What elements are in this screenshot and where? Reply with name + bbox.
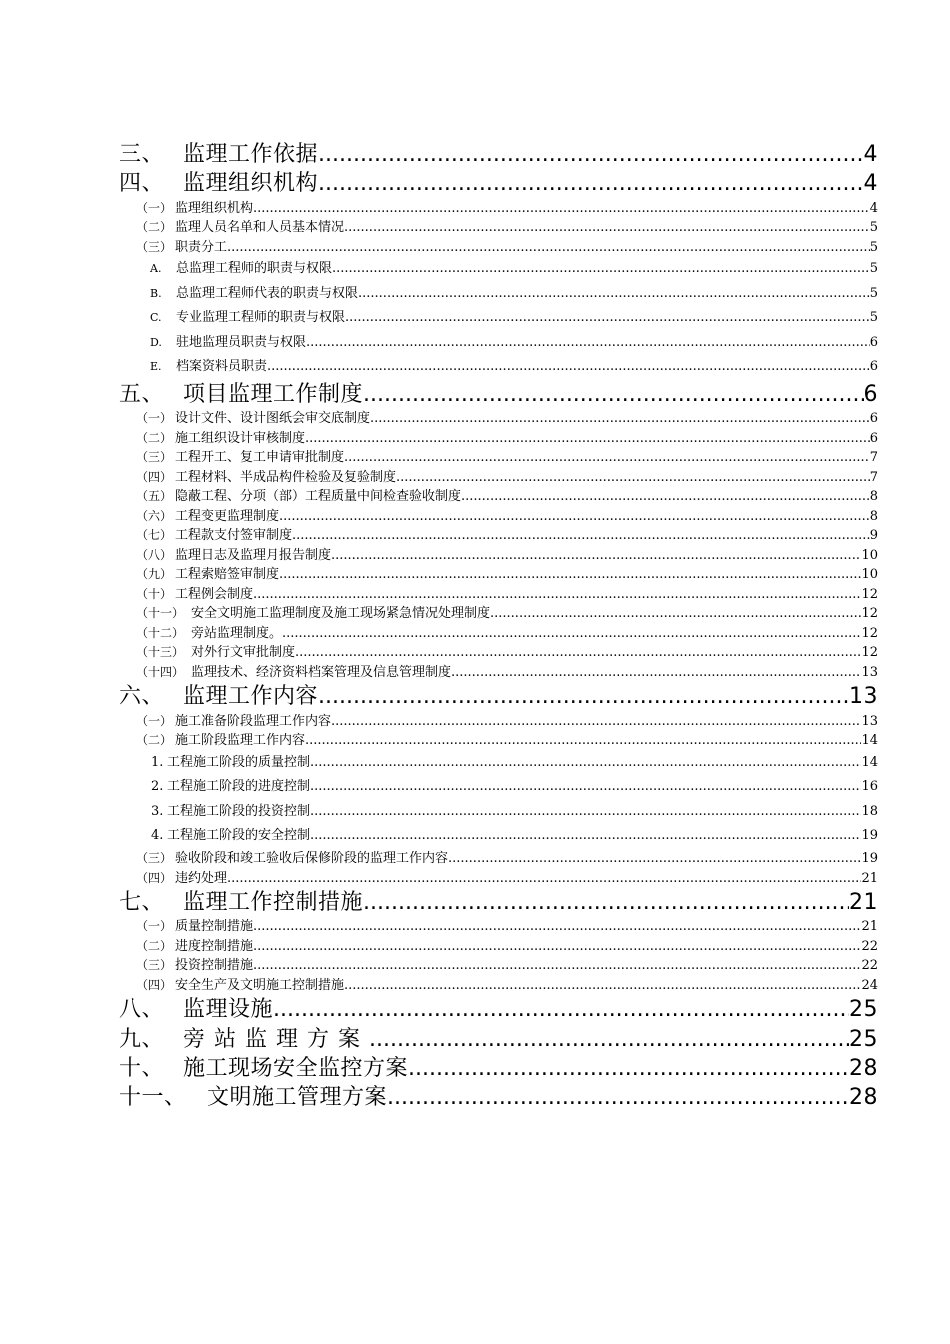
toc-entry-number: （三） — [136, 958, 173, 973]
toc-entry-number: 三、 — [119, 142, 165, 167]
toc-entry-number: 十一、 — [119, 1085, 187, 1111]
toc-entry[interactable] — [119, 751, 878, 776]
toc-entry-number: （一） — [136, 919, 173, 934]
toc-entry-page: 14 — [861, 733, 878, 749]
toc-entry[interactable] — [119, 282, 878, 307]
toc-entry-page: 14 — [861, 754, 878, 770]
toc-dot-leader — [318, 140, 863, 169]
toc-dot-leader — [227, 238, 870, 258]
toc-entry-page: 7 — [869, 469, 878, 485]
toc-entry-title: 施工现场安全监控方案 — [183, 1055, 409, 1081]
toc-entry-number: （四） — [136, 870, 173, 885]
toc-entry-title: 工程例会制度 — [175, 586, 254, 602]
toc-entry-number: （二） — [136, 938, 173, 953]
toc-entry-page: 21 — [849, 890, 878, 916]
toc-entry-number: 五、 — [119, 382, 165, 408]
toc-entry-title: 监理组织机构 — [183, 171, 319, 197]
toc-entry-page: 16 — [861, 779, 878, 795]
toc-entry-number: （二） — [136, 430, 173, 445]
toc-entry-number: 九、 — [119, 1026, 165, 1052]
toc-dot-leader — [396, 468, 870, 488]
toc-entry[interactable] — [119, 546, 878, 566]
toc-dot-leader — [292, 526, 870, 546]
toc-entry-number: （一） — [136, 713, 173, 728]
toc-entry-number: （十三） — [136, 645, 185, 660]
toc-entry-title: 监理人员名单和人员基本情况 — [175, 220, 345, 236]
toc-entry-title: 职责分工 — [175, 239, 228, 255]
toc-dot-leader — [490, 604, 861, 624]
toc-entry[interactable] — [119, 643, 878, 663]
toc-entry-title: 施工组织设计审核制度 — [175, 430, 306, 446]
toc-entry-title: 工程款支付签审制度 — [175, 528, 293, 544]
toc-entry-title: 监理设施 — [183, 997, 274, 1023]
toc-entry-number: （七） — [136, 528, 173, 543]
toc-entry-title: 工程开工、复工申请审批制度 — [175, 450, 345, 466]
toc-dot-leader — [451, 663, 861, 683]
toc-dot-leader — [331, 546, 861, 566]
toc-entry-number: （一） — [136, 411, 173, 426]
toc-entry[interactable] — [119, 257, 878, 282]
toc-entry-title: 隐蔽工程、分项（部）工程质量中间检查验收制度 — [175, 489, 462, 505]
toc-entry-number: （十一） — [136, 606, 185, 621]
toc-entry-title: 工程施工阶段的质量控制 — [167, 754, 311, 770]
toc-dot-leader — [363, 888, 849, 917]
toc-entry[interactable] — [119, 976, 878, 996]
toc-entry-number: （六） — [136, 508, 173, 523]
toc-dot-leader — [344, 448, 870, 468]
toc-dot-leader — [295, 643, 861, 663]
toc-entry-number: （一） — [136, 200, 173, 215]
toc-entry[interactable] — [119, 169, 878, 198]
toc-entry[interactable] — [119, 800, 878, 825]
toc-entry-title: 违约处理 — [175, 870, 228, 886]
toc-entry-title: 旁站监理制度。 — [191, 625, 283, 641]
toc-entry-page: 19 — [861, 851, 878, 867]
toc-entry-title: 总监理工程师的职责与权限 — [176, 261, 333, 277]
toc-entry-number: 十、 — [119, 1055, 165, 1081]
toc-entry-number: （四） — [136, 977, 173, 992]
toc-entry-page: 5 — [869, 261, 878, 277]
toc-entry-page: 19 — [861, 828, 878, 844]
toc-dot-leader — [273, 995, 849, 1024]
toc-entry-page: 13 — [861, 713, 878, 729]
toc-entry-number: 2. — [151, 779, 164, 795]
toc-dot-leader — [370, 409, 870, 429]
toc-dot-leader — [253, 956, 861, 976]
toc-entry[interactable] — [119, 604, 878, 624]
toc-entry-number: （二） — [136, 220, 173, 235]
toc-dot-leader — [344, 218, 870, 238]
toc-dot-leader — [358, 282, 870, 307]
toc-entry[interactable] — [119, 468, 878, 488]
toc-entry[interactable] — [119, 409, 878, 429]
toc-entry-title: 施工阶段监理工作内容 — [175, 733, 306, 749]
toc-dot-leader — [253, 917, 861, 937]
toc-entry-page: 6 — [869, 359, 878, 375]
toc-entry-number: （十二） — [136, 625, 185, 640]
toc-entry-page: 12 — [861, 606, 878, 622]
toc-dot-leader — [310, 800, 861, 825]
toc-entry[interactable] — [119, 663, 878, 683]
toc-entry[interactable] — [119, 956, 878, 976]
toc-entry-number: D. — [150, 335, 162, 349]
toc-dot-leader — [318, 169, 863, 198]
toc-entry-page: 7 — [869, 450, 878, 466]
toc-entry-title: 监理组织机构 — [175, 200, 254, 216]
toc-entry-page: 6 — [869, 430, 878, 446]
toc-entry-title: 监理工作内容 — [183, 684, 319, 710]
toc-entry[interactable] — [119, 1054, 878, 1083]
toc-entry[interactable] — [119, 199, 878, 219]
toc-dot-leader — [331, 712, 861, 732]
toc-entry-number: B. — [150, 286, 162, 300]
toc-entry-title: 监理技术、经济资料档案管理及信息管理制度 — [191, 664, 452, 680]
toc-dot-leader — [227, 869, 861, 889]
toc-dot-leader — [253, 585, 861, 605]
toc-entry[interactable] — [119, 1025, 878, 1054]
toc-entry[interactable] — [119, 238, 878, 258]
toc-entry[interactable] — [119, 682, 878, 711]
toc-entry-page: 6 — [863, 382, 878, 408]
toc-entry-number: E. — [150, 360, 162, 374]
toc-entry-page: 28 — [849, 1055, 878, 1081]
toc-entry-title: 旁站监理方案 — [183, 1026, 370, 1052]
toc-entry[interactable] — [119, 624, 878, 644]
toc-entry-title: 监理工作依据 — [183, 142, 319, 167]
toc-dot-leader — [369, 1025, 849, 1054]
toc-entry-title: 进度控制措施 — [175, 938, 254, 954]
toc-entry-number: （五） — [136, 489, 173, 504]
toc-dot-leader — [279, 565, 861, 585]
toc-entry[interactable] — [119, 140, 878, 169]
toc-entry-title: 档案资料员职责 — [176, 359, 268, 375]
toc-entry-page: 10 — [861, 567, 878, 583]
toc-entry-number: （十四） — [136, 664, 185, 679]
toc-dot-leader — [345, 306, 870, 331]
toc-entry-page: 8 — [869, 489, 878, 505]
toc-entry-title: 项目监理工作制度 — [183, 382, 364, 408]
toc-entry-number: 四、 — [119, 171, 165, 197]
toc-entry[interactable] — [119, 775, 878, 800]
toc-entry[interactable] — [119, 429, 878, 449]
toc-entry-title: 安全文明施工监理制度及施工现场紧急情况处理制度 — [191, 606, 491, 622]
toc-entry[interactable] — [119, 888, 878, 917]
toc-entry-number: C. — [150, 311, 162, 325]
toc-entry-page: 24 — [861, 977, 878, 993]
toc-entry[interactable] — [119, 585, 878, 605]
toc-entry-title: 工程材料、半成品构件检验及复验制度 — [175, 469, 397, 485]
toc-entry-page: 5 — [869, 310, 878, 326]
toc-dot-leader — [253, 937, 861, 957]
toc-dot-leader — [461, 487, 870, 507]
toc-entry-title: 专业监理工程师的职责与权限 — [176, 310, 346, 326]
toc-dot-leader — [363, 380, 863, 409]
toc-entry-number: （四） — [136, 469, 173, 484]
toc-entry-title: 施工准备阶段监理工作内容 — [175, 713, 332, 729]
toc-dot-leader — [310, 751, 861, 776]
toc-entry-number: 八、 — [119, 997, 165, 1023]
toc-entry-page: 12 — [861, 586, 878, 602]
toc-entry-page: 28 — [849, 1085, 878, 1111]
toc-entry-page: 18 — [861, 803, 878, 819]
toc-entry-page: 21 — [861, 919, 878, 935]
toc-entry-title: 设计文件、设计图纸会审交底制度 — [175, 411, 371, 427]
toc-entry-title: 工程施工阶段的安全控制 — [167, 828, 311, 844]
toc-entry[interactable] — [119, 995, 878, 1024]
toc-entry-title: 对外行文审批制度 — [191, 645, 296, 661]
toc-dot-leader — [305, 731, 861, 751]
toc-entry-page: 5 — [869, 220, 878, 236]
toc-entry-title: 工程变更监理制度 — [175, 508, 280, 524]
toc-entry-title: 工程施工阶段的进度控制 — [167, 779, 311, 795]
toc-entry-number: （十） — [136, 586, 173, 601]
toc-dot-leader — [279, 507, 870, 527]
toc-entry-title: 安全生产及文明施工控制措施 — [175, 977, 345, 993]
toc-entry-page: 21 — [861, 870, 878, 886]
toc-entry[interactable] — [119, 380, 878, 409]
toc-entry-page: 13 — [861, 664, 878, 680]
toc-entry-page: 22 — [861, 958, 878, 974]
toc-dot-leader — [387, 1083, 849, 1112]
toc-dot-leader — [253, 199, 870, 219]
toc-dot-leader — [310, 824, 861, 849]
toc-entry-number: 4. — [151, 828, 164, 844]
toc-entry-page: 22 — [861, 938, 878, 954]
toc-entry-page: 6 — [869, 334, 878, 350]
toc-entry-page: 5 — [869, 239, 878, 255]
toc-dot-leader — [305, 429, 870, 449]
toc-entry-page: 6 — [869, 411, 878, 427]
toc-entry-title: 监理日志及监理月报告制度 — [175, 547, 332, 563]
toc-entry-number: （九） — [136, 567, 173, 582]
toc-entry-page: 25 — [849, 997, 878, 1023]
toc-entry-page: 10 — [861, 547, 878, 563]
toc-entry-page: 12 — [861, 645, 878, 661]
toc-entry-number: 六、 — [119, 684, 165, 710]
toc-entry-number: 七、 — [119, 890, 165, 916]
toc-entry-title: 总监理工程师代表的职责与权限 — [176, 285, 359, 301]
toc-entry[interactable] — [119, 849, 878, 869]
toc-dot-leader — [306, 331, 870, 356]
toc-entry-page: 4 — [869, 200, 878, 216]
toc-dot-leader — [332, 257, 870, 282]
toc-dot-leader — [282, 624, 861, 644]
toc-entry-page: 5 — [869, 285, 878, 301]
toc-dot-leader — [344, 976, 861, 996]
toc-entry-page: 13 — [849, 684, 878, 710]
toc-entry[interactable] — [119, 917, 878, 937]
toc-entry[interactable] — [119, 565, 878, 585]
toc-entry[interactable] — [119, 712, 878, 732]
toc-entry[interactable] — [119, 824, 878, 849]
toc-entry-number: 3. — [151, 803, 164, 819]
toc-entry-title: 文明施工管理方案 — [207, 1085, 388, 1111]
toc-entry-page: 25 — [849, 1026, 878, 1052]
toc-dot-leader — [408, 1054, 849, 1083]
toc-entry-page: 9 — [869, 528, 878, 544]
toc-entry-number: 1. — [151, 754, 164, 770]
toc-entry[interactable] — [119, 218, 878, 238]
toc-entry-number: （二） — [136, 733, 173, 748]
toc-dot-leader — [310, 775, 861, 800]
toc-entry[interactable] — [119, 448, 878, 468]
toc-entry[interactable] — [119, 731, 878, 751]
toc-entry[interactable] — [119, 306, 878, 331]
toc-dot-leader — [318, 682, 849, 711]
toc-entry-title: 工程施工阶段的投资控制 — [167, 803, 311, 819]
toc-entry-number: A. — [150, 262, 162, 276]
toc-entry[interactable] — [119, 507, 878, 527]
toc-entry-title: 质量控制措施 — [175, 919, 254, 935]
toc-entry-title: 投资控制措施 — [175, 958, 254, 974]
toc-entry-page: 4 — [863, 142, 878, 167]
toc-entry-number: （三） — [136, 239, 173, 254]
toc-entry-title: 监理工作控制措施 — [183, 890, 364, 916]
toc-entry[interactable] — [119, 1083, 878, 1112]
toc-entry-title: 工程索赔签审制度 — [175, 567, 280, 583]
toc-entry[interactable] — [119, 937, 878, 957]
toc-dot-leader — [448, 849, 861, 869]
toc-entry-page: 12 — [861, 625, 878, 641]
toc-entry-number: （三） — [136, 851, 173, 866]
toc-entry[interactable] — [119, 526, 878, 546]
toc-entry-title: 验收阶段和竣工验收后保修阶段的监理工作内容 — [175, 851, 449, 867]
toc-entry-number: （三） — [136, 450, 173, 465]
toc-entry-page: 4 — [863, 171, 878, 197]
toc-entry[interactable] — [119, 355, 878, 380]
toc-entry-title: 驻地监理员职责与权限 — [176, 334, 307, 350]
table-of-contents — [119, 140, 878, 1113]
toc-dot-leader — [267, 355, 870, 380]
toc-entry[interactable] — [119, 487, 878, 507]
toc-entry[interactable] — [119, 869, 878, 889]
toc-entry-number: （八） — [136, 547, 173, 562]
toc-entry[interactable] — [119, 331, 878, 356]
toc-entry-page: 8 — [869, 508, 878, 524]
